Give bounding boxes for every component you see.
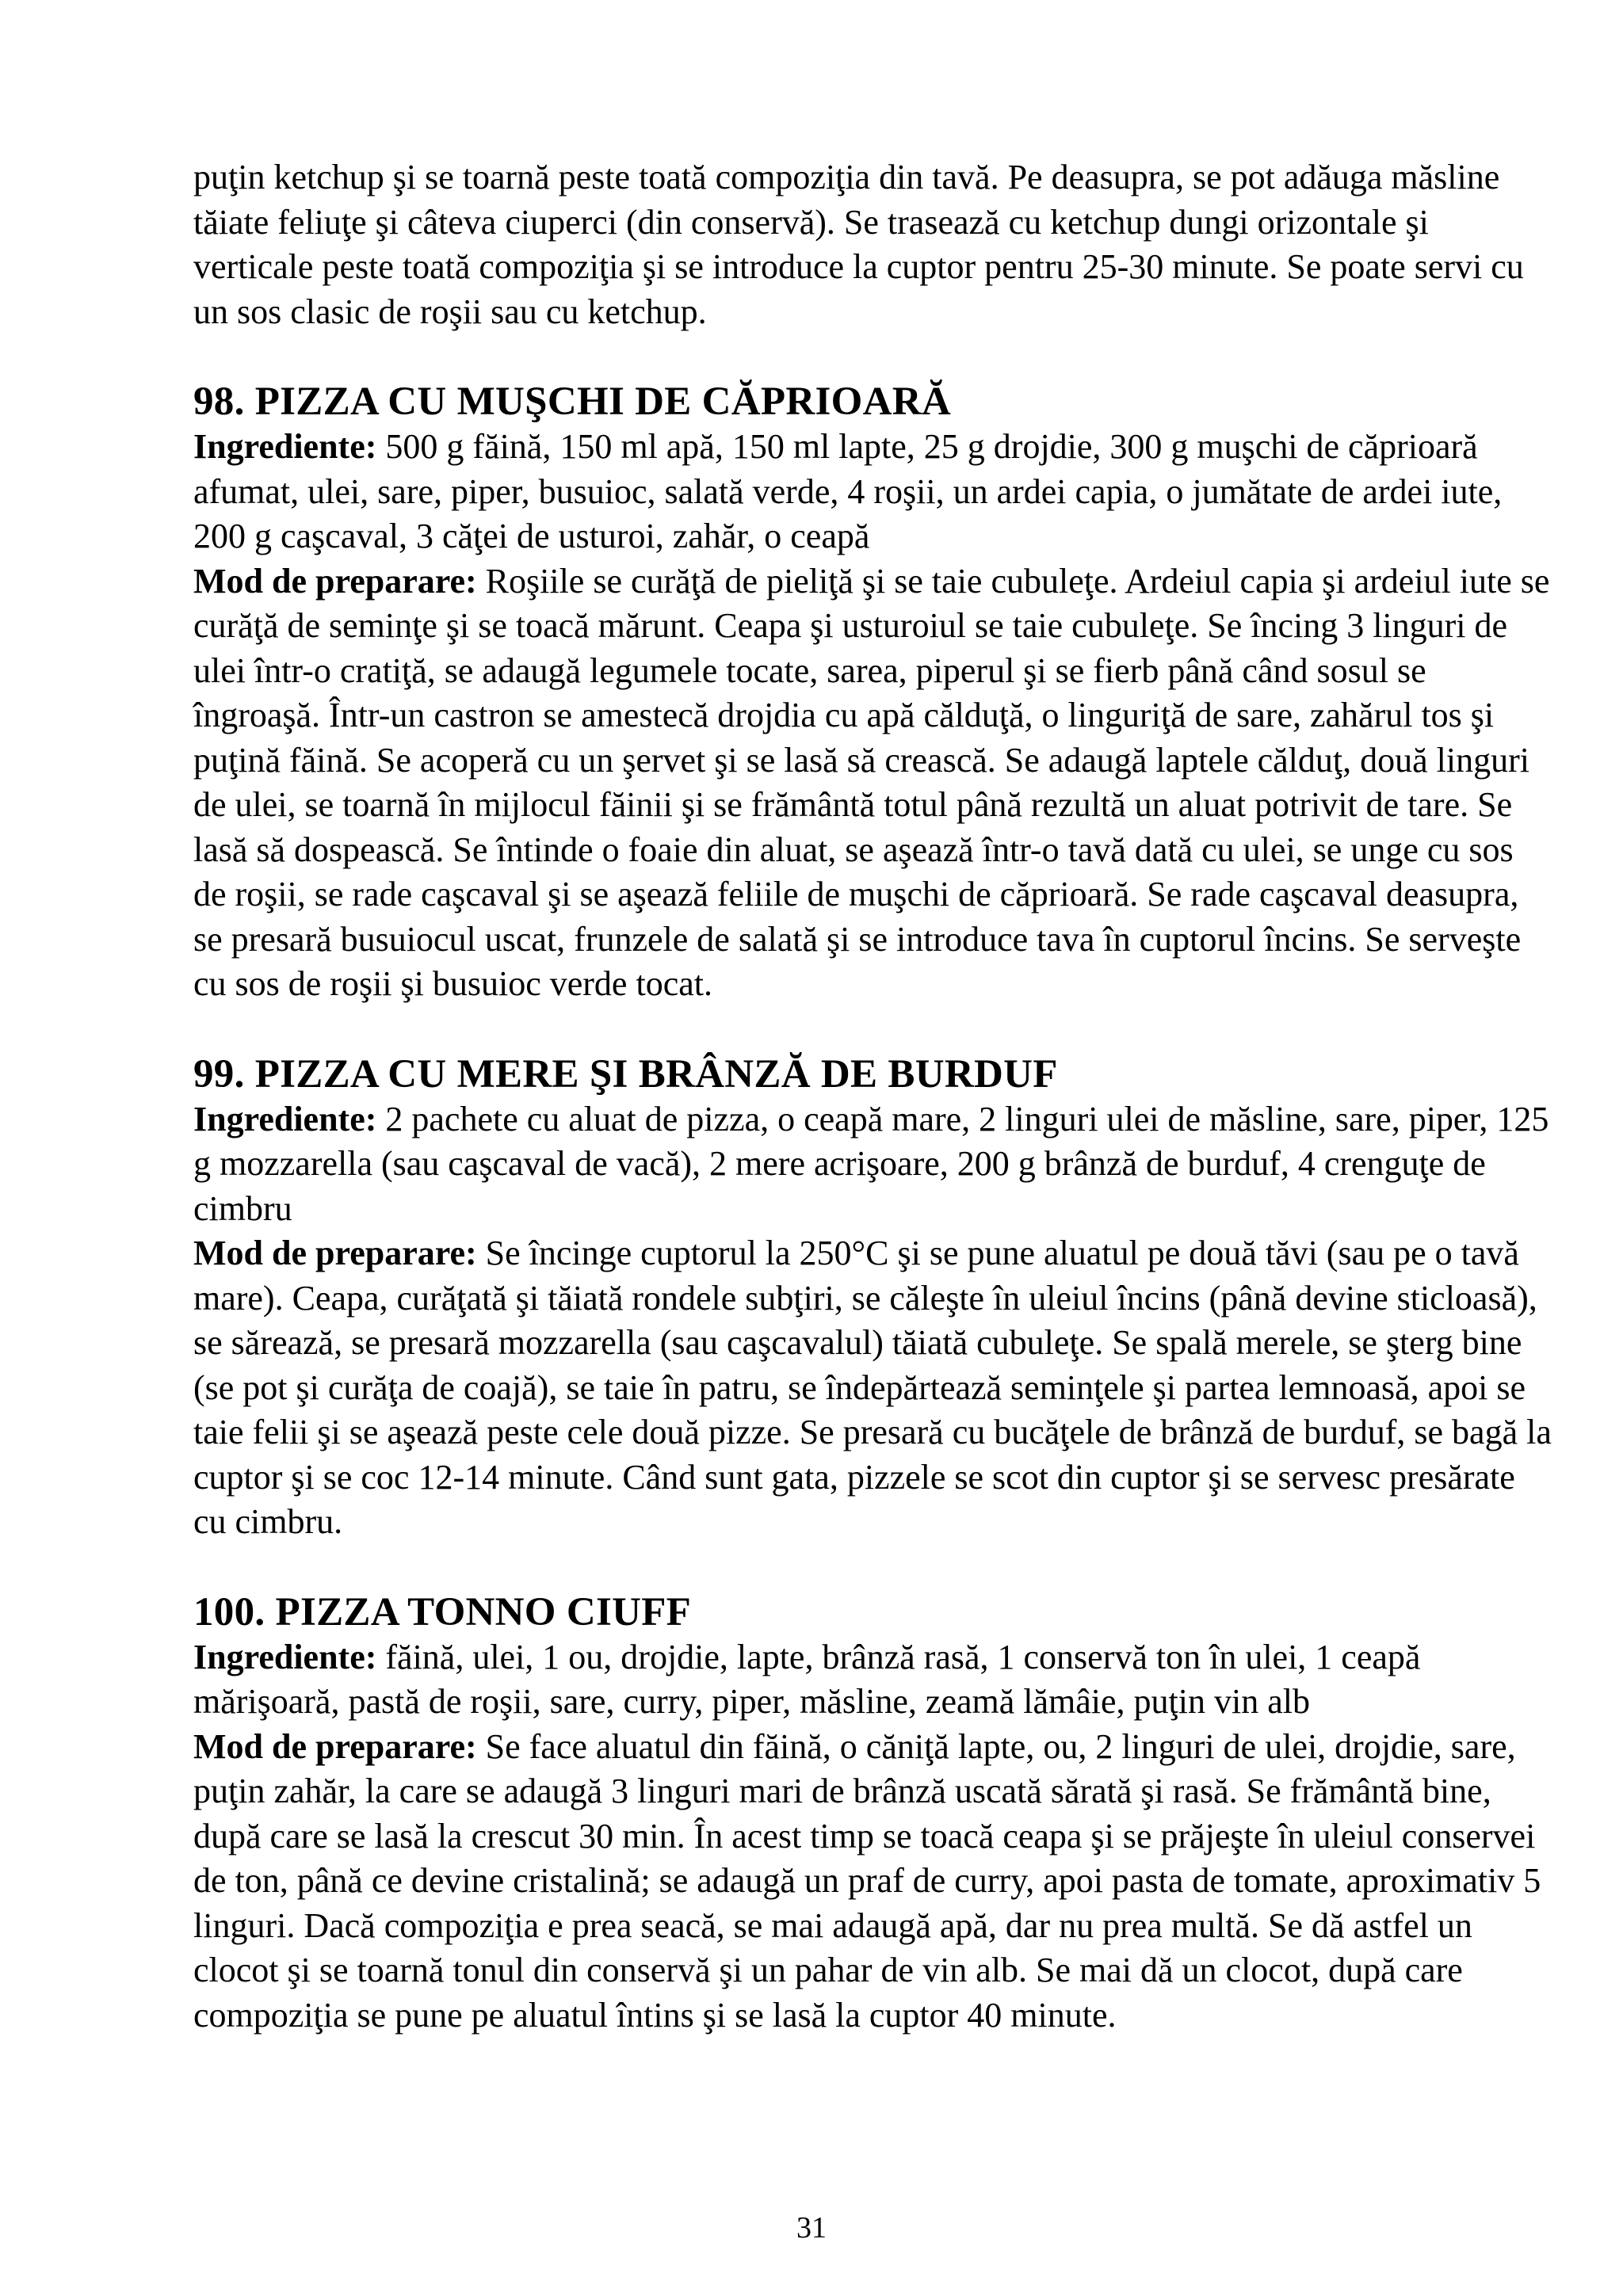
method-text: Se face aluatul din făină, o căniţă lapte, ou, 2 linguri de ulei, drojdie, sare, puţin zahăr, la care se adaugă 3 linguri mari de brânză uscată sărată şi rasă. Se frământă bine, după care se lasă la crescut 30 min. În acest timp se toacă ceapa şi se prăjeşte în uleiul conservei de ton, până ce devine cristalină; se adaugă un praf de curry, apoi pasta de tomate, aproximativ 5 linguri. Dacă compoziţia e prea seacă, se mai adaugă apă, dar nu prea multă. Se dă astfel un clocot şi se toarnă tonul din conservă şi un pahar de vin alb. Se mai dă un clocot, după care compoziţia se pune pe aluatul întins şi se lasă la cuptor 40 minute. [193,1726,1541,2035]
method-paragraph [193,1725,1553,2039]
ingredients-paragraph [193,1097,1553,1232]
method-label: Mod de preparare: [193,1726,477,1766]
ingredients-text: 2 pachete cu aluat de pizza, o ceapă mare, 2 linguri ulei de măsline, sare, piper, 125 g mozzarella (sau caşcaval de vacă), 2 mere acrişoare, 200 g brânză de burduf, 4 crenguţe de cimbru [193,1099,1549,1228]
recipe-title: 99. PIZZA CU MERE ŞI BRÂNZĂ DE BURDUF [193,1051,1058,1097]
method-paragraph [193,559,1553,1007]
ingredients-label: Ingrediente: [193,427,377,466]
ingredients-text: făină, ulei, 1 ou, drojdie, lapte, brânză rasă, 1 conservă ton în ulei, 1 ceapă mărişoară, pastă de roşii, sare, curry, piper, măsline, zeamă lămâie, puţin vin alb [193,1637,1421,1721]
method-text: Roşiile se curăţă de pieliţă şi se taie cubuleţe. Ardeiul capia şi ardeiul iute se curăţă de seminţe şi se toacă mărunt. Ceapa şi usturoiul se taie cubuleţe. Se încing 3 linguri de ulei într-o cratiţă, se adaugă legumele tocate, sarea, piperul şi se fierb până când sosul se îngroaşă. Într-un castron se amestecă drojdia cu apă călduţă, o linguriţă de sare, zahărul tos şi puţină făină. Se acoperă cu un şervet şi se lasă să crească. Se adaugă laptele călduţ, două linguri de ulei, se toarnă în mijlocul făinii şi se frământă totul până rezultă un aluat potrivit de tare. Se lasă să dospească. Se întinde o foaie din aluat, se aşează într-o tavă dată cu ulei, se unge cu sos de roşii, se rade caşcaval şi se aşează feliile de muşchi de căprioară. Se rade caşcaval deasupra, se presară busuiocul uscat, frunzele de salată şi se introduce tava în cuptorul încins. Se serveşte cu sos de roşii şi busuioc verde tocat. [193,561,1550,1003]
recipe-title: 98. PIZZA CU MUŞCHI DE CĂPRIOARĂ [193,379,951,424]
method-paragraph [193,1231,1553,1545]
intro-paragraph: puţin ketchup şi se toarnă peste toată compoziţia din tavă. Pe deasupra, se pot adăuga măsline tăiate feliuţe şi câteva ciuperci (din conservă). Se trasează cu ketchup dungi orizontale şi verticale peste toată compoziţia şi se introduce la cuptor pentru 25-30 minute. Se poate servi cu un sos clasic de roşii sau cu ketchup. [193,158,1524,331]
recipe-title: 100. PIZZA TONNO CIUFF [193,1589,692,1634]
ingredients-text: 500 g făină, 150 ml apă, 150 ml lapte, 25 g drojdie, 300 g muşchi de căprioară afumat, ulei, sare, piper, busuioc, salată verde, 4 roşii, un ardei capia, o jumătate de ardei iute, 200 g caşcaval, 3 căţei de usturoi, zahăr, o ceapă [193,427,1503,555]
ingredients-paragraph [193,425,1553,559]
page-content [193,155,1553,2038]
ingredients-paragraph [193,1635,1553,1725]
page-number: 31 [796,2211,827,2245]
recipe-100 [193,1589,1553,2039]
method-label: Mod de preparare: [193,561,477,601]
ingredients-label: Ingrediente: [193,1637,377,1676]
recipe-98 [193,379,1553,1007]
ingredients-label: Ingrediente: [193,1099,377,1138]
recipe-99 [193,1051,1553,1545]
method-text: Se încinge cuptorul la 250°C şi se pune aluatul pe două tăvi (sau pe o tavă mare). Ceapa, curăţată şi tăiată rondele subţiri, se căleşte în uleiul încins (până devine sticloasă), se sărează, se presară mozzarella (sau caşcavalul) tăiată cubuleţe. Se spală merele, se şterg bine (se pot şi curăţa de coajă), se taie în patru, se îndepărtează seminţele şi partea lemnoasă, apoi se taie felii şi se aşează peste cele două pizze. Se presară cu bucăţele de brânză de burduf, se bagă la cuptor şi se coc 12-14 minute. Când sunt gata, pizzele se scot din cuptor şi se servesc presărate cu cimbru. [193,1234,1552,1541]
method-label: Mod de preparare: [193,1234,477,1272]
